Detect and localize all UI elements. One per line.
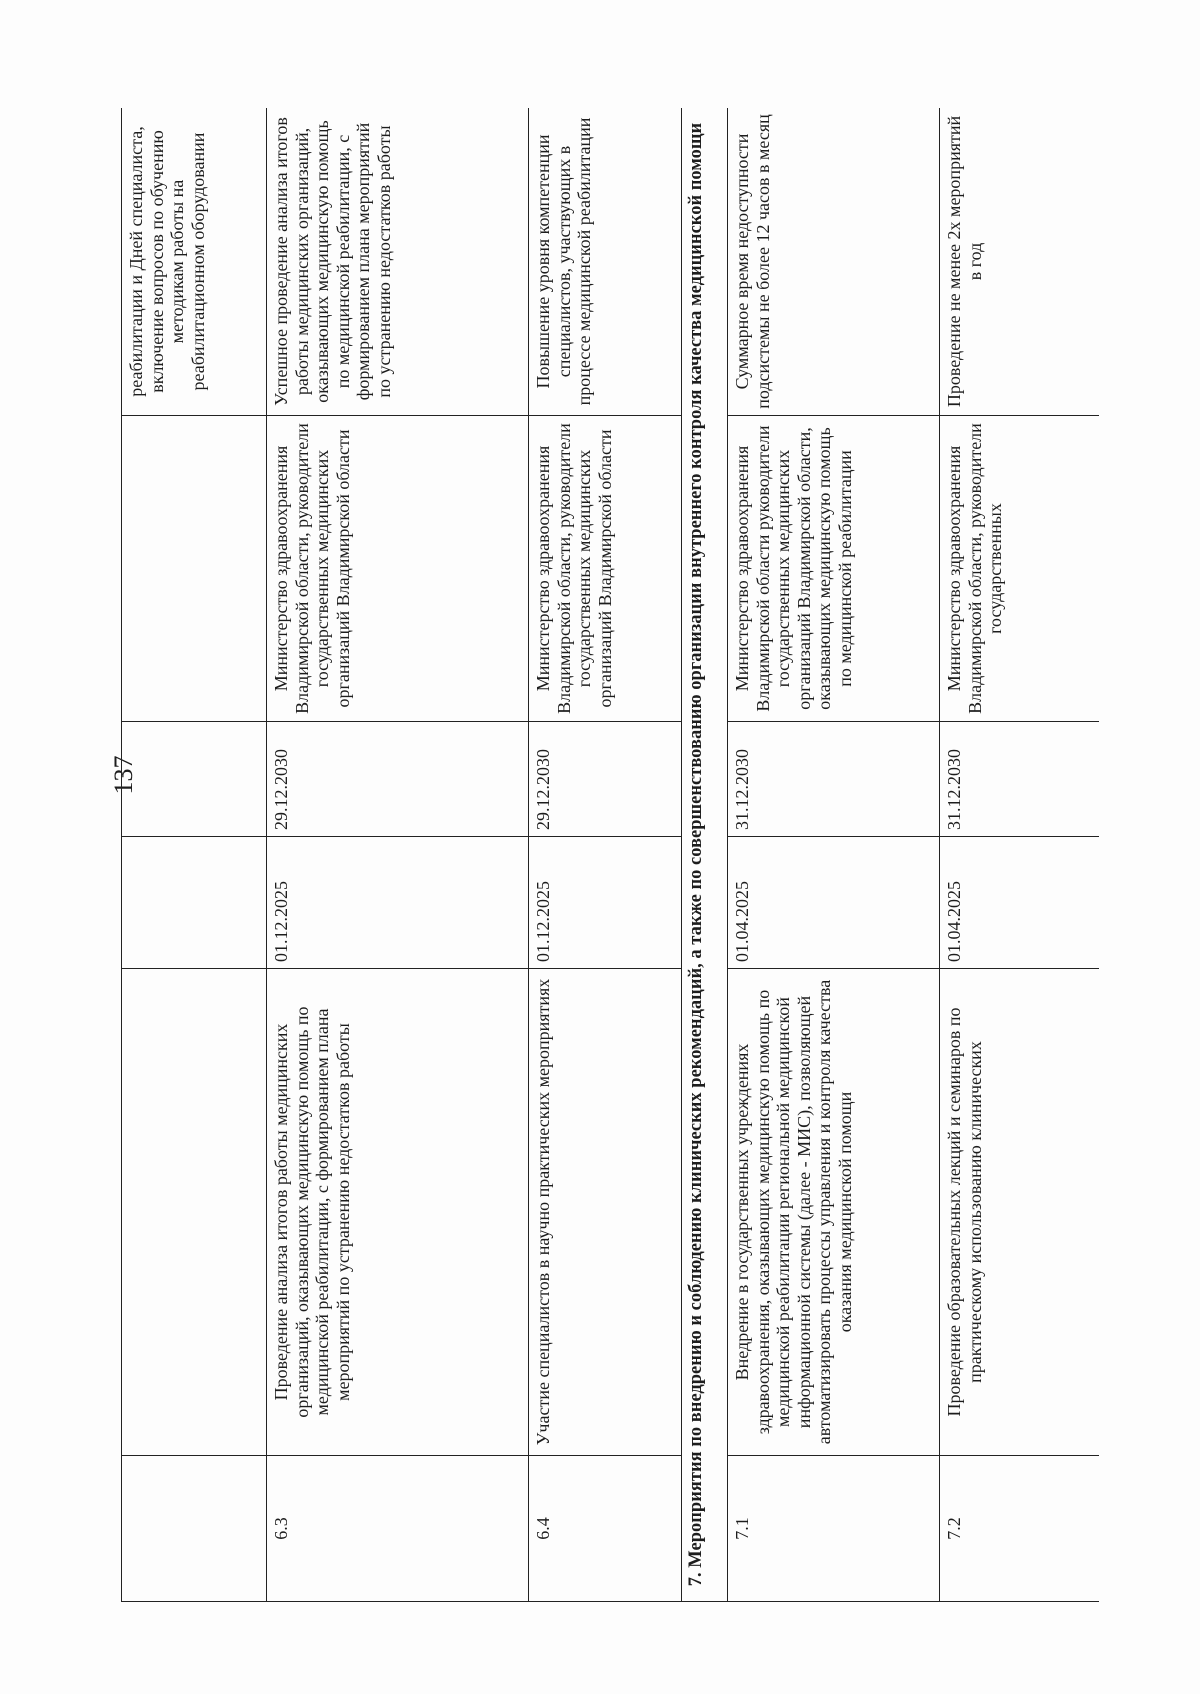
table-row (267, 108, 529, 1602)
cell-end: 31.12.2030 (940, 722, 1100, 837)
table-row (940, 108, 1100, 1602)
cell-responsible: Министерство здравоохранения Владимирской области руководители государственных медицинских организаций Владимирской области, оказывающих медицинскую помощь по медицинской реабилитации (728, 416, 940, 722)
section-7-heading: 7. Мероприятия по внедрению и соблюдению клинических рекомендаций, а также по совершенствованию организации внутреннего контроля качества медицинской помощи (682, 108, 728, 1602)
cell-start: 01.04.2025 (728, 837, 940, 969)
cell-responsible (122, 416, 267, 722)
cell-end: 29.12.2030 (529, 722, 682, 837)
cell-num: 7.1 (728, 1456, 940, 1602)
table-row (529, 108, 682, 1602)
cell-num (122, 1456, 267, 1602)
cell-name (122, 969, 267, 1456)
cell-end: 31.12.2030 (728, 722, 940, 837)
cell-end: 29.12.2030 (267, 722, 529, 837)
table-row (728, 108, 940, 1602)
cell-result: Успешное проведение анализа итогов работы медицинских организаций, оказывающих медицинскую помощь по медицинской реабилитации, с формированием плана мероприятий по устранению недостатков работы (267, 108, 529, 416)
cell-start (122, 837, 267, 969)
cell-end (122, 722, 267, 837)
cell-result: Суммарное время недоступности подсистемы не более 12 часов в месяц (728, 108, 940, 416)
cell-num: 6.4 (529, 1456, 682, 1602)
cell-responsible: Министерство здравоохранения Владимирской области, руководители государственных медицинских организаций Владимирской области (529, 416, 682, 722)
section-heading-row (682, 108, 728, 1602)
cell-name: Внедрение в государственных учреждениях здравоохранения, оказывающих медицинскую помощь по медицинской реабилитации региональной медицинской информационной системы (далее - МИС), позволяющей автоматизировать процессы управления и контроля качества оказания медицинской помощи (728, 969, 940, 1456)
cell-start: 01.12.2025 (529, 837, 682, 969)
cell-name: Проведение образовательных лекций и семинаров по практическому использованию клинических (940, 969, 1100, 1456)
cell-result: реабилитации и Дней специалиста, включение вопросов по обучению методикам работы на реабилитационном оборудовании (122, 108, 267, 416)
rotated-table-container (121, 108, 1099, 1602)
cell-result: Повышение уровня компетенции специалистов, участвующих в процессе медицинской реабилитации (529, 108, 682, 416)
cell-start: 01.12.2025 (267, 837, 529, 969)
cell-num: 7.2 (940, 1456, 1100, 1602)
measures-table (121, 108, 1099, 1602)
cell-name: Участие специалистов в научно практических мероприятиях (529, 969, 682, 1456)
page-number: 137 (109, 755, 138, 795)
cell-result: Проведение не менее 2х мероприятий в год (940, 108, 1100, 416)
table-viewport (121, 108, 1099, 1602)
cell-responsible: Министерство здравоохранения Владимирской области, руководители государственных медицинских организаций Владимирской области (267, 416, 529, 722)
cell-responsible: Министерство здравоохранения Владимирской области, руководители государственных (940, 416, 1100, 722)
cell-num: 6.3 (267, 1456, 529, 1602)
cell-name: Проведение анализа итогов работы медицинских организаций, оказывающих медицинскую помощь по медицинской реабилитации, с формированием плана мероприятий по устранению недостатков работы (267, 969, 529, 1456)
table-row (122, 108, 267, 1602)
cell-start: 01.04.2025 (940, 837, 1100, 969)
